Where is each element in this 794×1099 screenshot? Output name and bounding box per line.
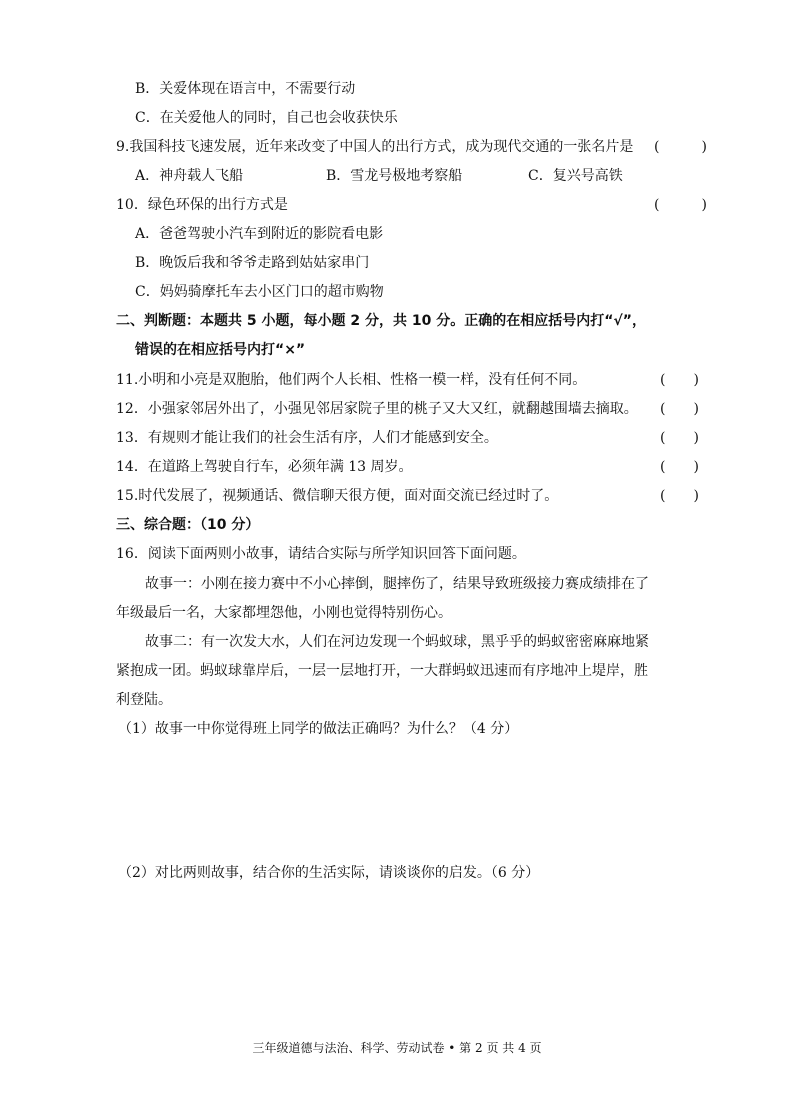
section2-heading-line1: 二、判断题：本题共 5 小题，每小题 2 分，共 10 分。正确的在相应括号内打“√”， xyxy=(116,313,646,329)
section3-heading: 三、综合题：（10 分） xyxy=(116,517,260,533)
q10-stem: 10．绿色环保的出行方式是 xyxy=(116,197,288,213)
judge-item-15-paren[interactable]: ( ) xyxy=(660,488,699,504)
q16-sub2: （2）对比两则故事，结合你的生活实际，请谈谈你的启发。（6 分） xyxy=(118,865,540,881)
q9-option-a: A．神舟载人飞船 xyxy=(135,168,244,184)
q10-option-a: A．爸爸驾驶小汽车到附近的影院看电影 xyxy=(135,226,384,242)
q8-option-b: B．关爱体现在语言中，不需要行动 xyxy=(135,81,356,97)
judge-item-11: 11.小明和小亮是双胞胎，他们两个人长相、性格一模一样，没有任何不同。 xyxy=(116,372,587,388)
q9-option-b: B．雪龙号极地考察船 xyxy=(326,168,463,184)
story1-line1: 故事一：小刚在接力赛中不小心摔倒，腿摔伤了，结果导致班级接力赛成绩排在了 xyxy=(145,576,649,592)
judge-item-14-paren[interactable]: ( ) xyxy=(660,459,699,475)
q8-option-c: C．在关爱他人的同时，自己也会收获快乐 xyxy=(135,110,398,126)
q16-stem: 16．阅读下面两则小故事，请结合实际与所学知识回答下面问题。 xyxy=(116,546,526,562)
q16-sub1: （1）故事一中你觉得班上同学的做法正确吗？为什么？（4 分） xyxy=(118,721,519,737)
judge-item-12: 12．小强家邻居外出了，小强见邻居家院子里的桃子又大又红，就翻越围墙去摘取。 xyxy=(116,401,638,417)
story1-line2: 年级最后一名，大家都埋怨他，小刚也觉得特别伤心。 xyxy=(116,605,452,621)
judge-item-14: 14．在道路上驾驶自行车，必须年满 13 周岁。 xyxy=(116,459,413,475)
q10-option-c: C．妈妈骑摩托车去小区门口的超市购物 xyxy=(135,284,384,300)
story2-line2: 紧抱成一团。蚂蚁球靠岸后，一层一层地打开，一大群蚂蚁迅速而有序地冲上堤岸，胜 xyxy=(116,663,648,679)
story2-line1: 故事二：有一次发大水，人们在河边发现一个蚂蚁球，黑乎乎的蚂蚁密密麻麻地紧 xyxy=(145,634,649,650)
story2-line3: 利登陆。 xyxy=(116,692,172,708)
q9-stem: 9.我国科技飞速发展，近年来改变了中国人的出行方式，成为现代交通的一张名片是 xyxy=(116,139,634,155)
q10-answer-paren[interactable]: ( ) xyxy=(654,197,707,213)
q9-answer-paren[interactable]: ( ) xyxy=(654,139,707,155)
q16-sub1-answer-area[interactable] xyxy=(116,745,716,855)
judge-item-13-paren[interactable]: ( ) xyxy=(660,430,699,446)
judge-item-13: 13．有规则才能让我们的社会生活有序，人们才能感到安全。 xyxy=(116,430,498,446)
section2-heading-line2: 错误的在相应括号内打“×” xyxy=(135,342,306,358)
judge-item-12-paren[interactable]: ( ) xyxy=(660,401,699,417)
q10-option-b: B．晚饭后我和爷爷走路到姑姑家串门 xyxy=(135,255,370,271)
q9-option-c: C．复兴号高铁 xyxy=(528,168,623,184)
judge-item-11-paren[interactable]: ( ) xyxy=(660,372,699,388)
judge-item-15: 15.时代发展了，视频通话、微信聊天很方便，面对面交流已经过时了。 xyxy=(116,488,559,504)
page-footer: 三年级道德与法治、科学、劳动试卷 • 第 2 页 共 4 页 xyxy=(252,1041,542,1055)
q16-sub2-answer-area[interactable] xyxy=(116,889,716,1019)
